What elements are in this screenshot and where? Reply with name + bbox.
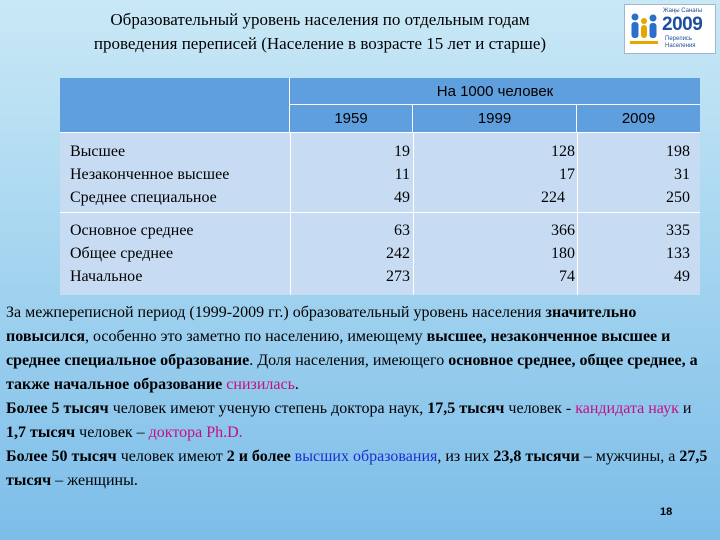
row-label: Высшее <box>70 143 126 160</box>
logo-caption <box>665 36 696 50</box>
logo-year: 2009 <box>662 14 703 35</box>
row-label: Начальное <box>70 268 143 285</box>
table-group-header: На 1000 человек <box>290 78 700 105</box>
column-divider <box>577 133 578 295</box>
value-1999: 17 <box>559 166 575 183</box>
summary-paragraph-3: Более 50 тысяч человек имеют 2 и более высших образования, из них 23,8 тысячи – мужчины, а 27,5 тысяч – женщины. <box>6 448 708 489</box>
value-1999: 128 <box>551 143 575 160</box>
logo-top-text: Жаңы Санағы <box>663 8 703 14</box>
logo-caption-1: Перепись <box>665 36 693 42</box>
summary-paragraph-2: Более 5 тысяч человек имеют ученую степень доктора наук, 17,5 тысяч человек - кандидата наук и 1,7 тысяч человек – доктора Ph.D. <box>6 400 692 441</box>
value-1999: 74 <box>559 268 575 285</box>
row-label: Основное среднее <box>70 222 194 239</box>
table-stub-header <box>60 78 290 133</box>
value-1959: 11 <box>394 166 410 183</box>
row-label: Незаконченное высшее <box>70 166 230 183</box>
value-2009: 49 <box>674 268 690 285</box>
education-table <box>60 78 700 295</box>
title-line-2: проведения переписей (Население в возрасте 15 лет и старше) <box>93 34 547 53</box>
value-2009: 335 <box>666 222 690 239</box>
year-header-1959: 1959 <box>290 105 413 133</box>
value-1959: 63 <box>394 222 410 239</box>
summary-text <box>6 301 712 493</box>
row-label: Общее среднее <box>70 245 174 262</box>
year-header-2009: 2009 <box>577 105 700 133</box>
people-figures-icon <box>629 11 659 49</box>
value-1999: 366 <box>551 222 575 239</box>
value-1999: 180 <box>551 245 575 262</box>
row-label: Среднее специальное <box>70 189 217 206</box>
logo-caption-2: Населения <box>665 43 696 49</box>
value-1959: 19 <box>394 143 410 160</box>
value-1959: 49 <box>394 189 410 206</box>
column-divider <box>290 133 291 295</box>
year-header-1999: 1999 <box>413 105 577 133</box>
value-2009: 198 <box>666 143 690 160</box>
value-1959: 242 <box>386 245 410 262</box>
page-number: 18 <box>660 506 673 518</box>
value-2009: 250 <box>666 189 690 206</box>
value-2009: 31 <box>674 166 690 183</box>
row-group-divider <box>60 212 700 213</box>
column-divider <box>413 133 414 295</box>
slide-title <box>40 8 600 56</box>
value-1999: 224 <box>541 189 565 206</box>
census-logo <box>624 4 716 54</box>
value-1959: 273 <box>386 268 410 285</box>
summary-paragraph-1: За межпереписной период (1999-2009 гг.) образовательный уровень населения значительно повысился, особенно это заметно по населению, имеющему высшее, незаконченное высшее и среднее специальное образование. Доля населения, имеющего основное среднее, общее среднее, а также начальное образование снизилась. <box>6 304 698 393</box>
title-line-1: Образовательный уровень населения по отдельным годам <box>110 10 530 29</box>
value-2009: 133 <box>666 245 690 262</box>
